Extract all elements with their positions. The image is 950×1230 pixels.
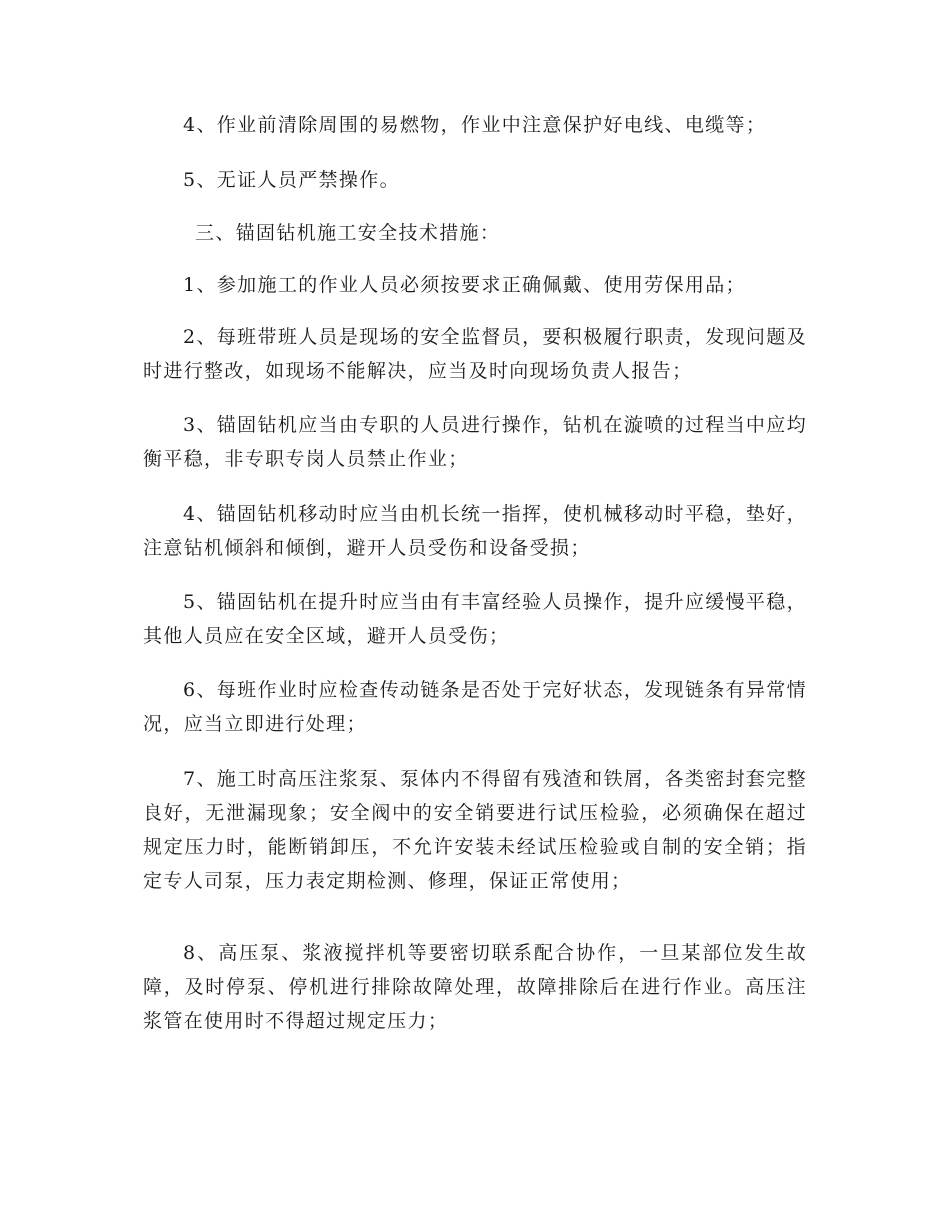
paragraph-item-5-no-certificate: 5、无证人员严禁操作。 <box>183 169 400 191</box>
paragraph-item-3-dedicated-operator: 3、锚固钻机应当由专职的人员进行操作，钻机在漩喷的过程当中应均衡平稳，非专职专岗人员禁止作业； <box>143 414 807 470</box>
paragraph-item-6-chain-check: 6、每班作业时应检查传动链条是否处于完好状态，发现链条有异常情况，应当立即进行处理； <box>143 679 807 735</box>
paragraph-item-2-shift-supervisor: 2、每班带班人员是现场的安全监督员，要积极履行职责，发现问题及时进行整改，如现场不能解决，应当及时向现场负责人报告； <box>143 326 807 382</box>
paragraph-item-8-coordination: 8、高压泵、浆液搅拌机等要密切联系配合协作，一旦某部位发生故障，及时停泵、停机进行排除故障处理，故障排除后在进行作业。高压注浆管在使用时不得超过规定压力； <box>143 942 807 1032</box>
paragraph-item-4-moving-drill: 4、锚固钻机移动时应当由机长统一指挥，使机械移动时平稳，垫好，注意钻机倾斜和倾倒，避开人员受伤和设备受损； <box>143 503 807 559</box>
section-heading-anchor-drill: 三、锚固钻机施工安全技术措施： <box>195 222 501 244</box>
paragraph-item-1-protective-gear: 1、参加施工的作业人员必须按要求正确佩戴、使用劳保用品； <box>183 274 746 296</box>
paragraph-item-4-flammables: 4、作业前清除周围的易燃物，作业中注意保护好电线、电缆等； <box>183 114 767 136</box>
paragraph-item-5-lifting: 5、锚固钻机在提升时应当由有丰富经验人员操作，提升应缓慢平稳，其他人员应在安全区域，避开人员受伤； <box>143 591 807 647</box>
paragraph-item-7-grouting-pump: 7、施工时高压注浆泵、泵体内不得留有残渣和铁屑，各类密封套完整良好，无泄漏现象；安全阀中的安全销要进行试压检验，必须确保在超过规定压力时，能断销卸压，不允许安装未经试压检验或自制的安全销；指定专人司泵，压力表定期检测、修理，保证正常使用； <box>143 768 807 892</box>
